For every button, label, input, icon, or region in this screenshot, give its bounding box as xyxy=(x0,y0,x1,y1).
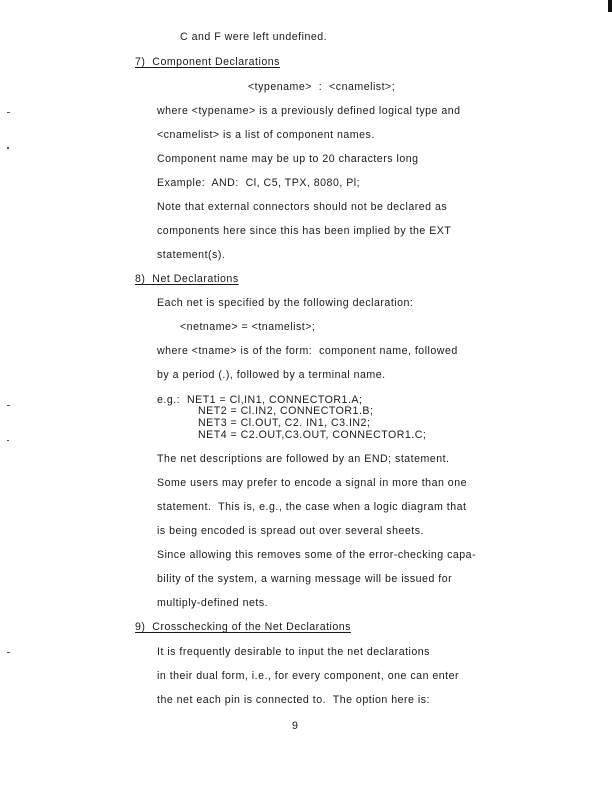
text-line: The net descriptions are followed by an END; statement. xyxy=(157,453,450,465)
text-line: the net each pin is connected to. The option here is: xyxy=(157,694,430,706)
text-line: is being encoded is spread out over several sheets. xyxy=(157,525,424,537)
text-line: statement. This is, e.g., the case when a logic diagram that xyxy=(157,501,467,513)
text-line: statement(s). xyxy=(157,249,226,261)
code-line: NET3 = Cl.OUT, C2. IN1, C3.IN2; xyxy=(198,417,371,429)
page-number: 9 xyxy=(292,720,298,732)
section-heading-9: 9) Crosschecking of the Net Declarations xyxy=(135,621,351,633)
margin-mark xyxy=(7,440,9,441)
syntax-line: <typename> : <cnamelist>; xyxy=(248,81,396,93)
text-line: multiply-defined nets. xyxy=(157,597,269,609)
example-line: Example: AND: Cl, C5, TPX, 8080, Pl; xyxy=(157,177,361,189)
margin-mark xyxy=(7,652,10,653)
text-line: Some users may prefer to encode a signal in more than one xyxy=(157,477,467,489)
text-line: <cnamelist> is a list of component names. xyxy=(157,129,375,141)
text-line: by a period (.), followed by a terminal name. xyxy=(157,369,386,381)
code-line: NET2 = Cl.IN2, CONNECTOR1.B; xyxy=(198,405,374,417)
text-line: Component name may be up to 20 characters long xyxy=(157,153,419,165)
scan-edge-mark xyxy=(608,0,612,12)
text-line: Since allowing this removes some of the error-checking capa- xyxy=(157,549,477,561)
text-line: It is frequently desirable to input the net declarations xyxy=(157,646,430,658)
text-line: Each net is specified by the following declaration: xyxy=(157,297,414,309)
text-line: components here since this has been implied by the EXT xyxy=(157,225,452,237)
section-heading-7: 7) Component Declarations xyxy=(135,56,280,68)
text-line: where <tname> is of the form: component name, followed xyxy=(157,345,458,357)
code-line: e.g.: NET1 = Cl,IN1, CONNECTOR1.A; xyxy=(157,394,363,406)
code-line: NET4 = C2.OUT,C3.OUT, CONNECTOR1.C; xyxy=(198,429,427,441)
text-line: in their dual form, i.e., for every component, one can enter xyxy=(157,670,460,682)
syntax-line: <netname> = <tnamelist>; xyxy=(180,321,316,333)
margin-mark xyxy=(7,112,10,113)
margin-mark xyxy=(7,147,9,149)
text-line: bility of the system, a warning message will be issued for xyxy=(157,573,453,585)
margin-mark xyxy=(7,405,10,406)
section-heading-8: 8) Net Declarations xyxy=(135,273,239,285)
text-line: C and F were left undefined. xyxy=(180,31,328,43)
text-line: Note that external connectors should not be declared as xyxy=(157,201,448,213)
text-line: where <typename> is a previously defined logical type and xyxy=(157,105,461,117)
